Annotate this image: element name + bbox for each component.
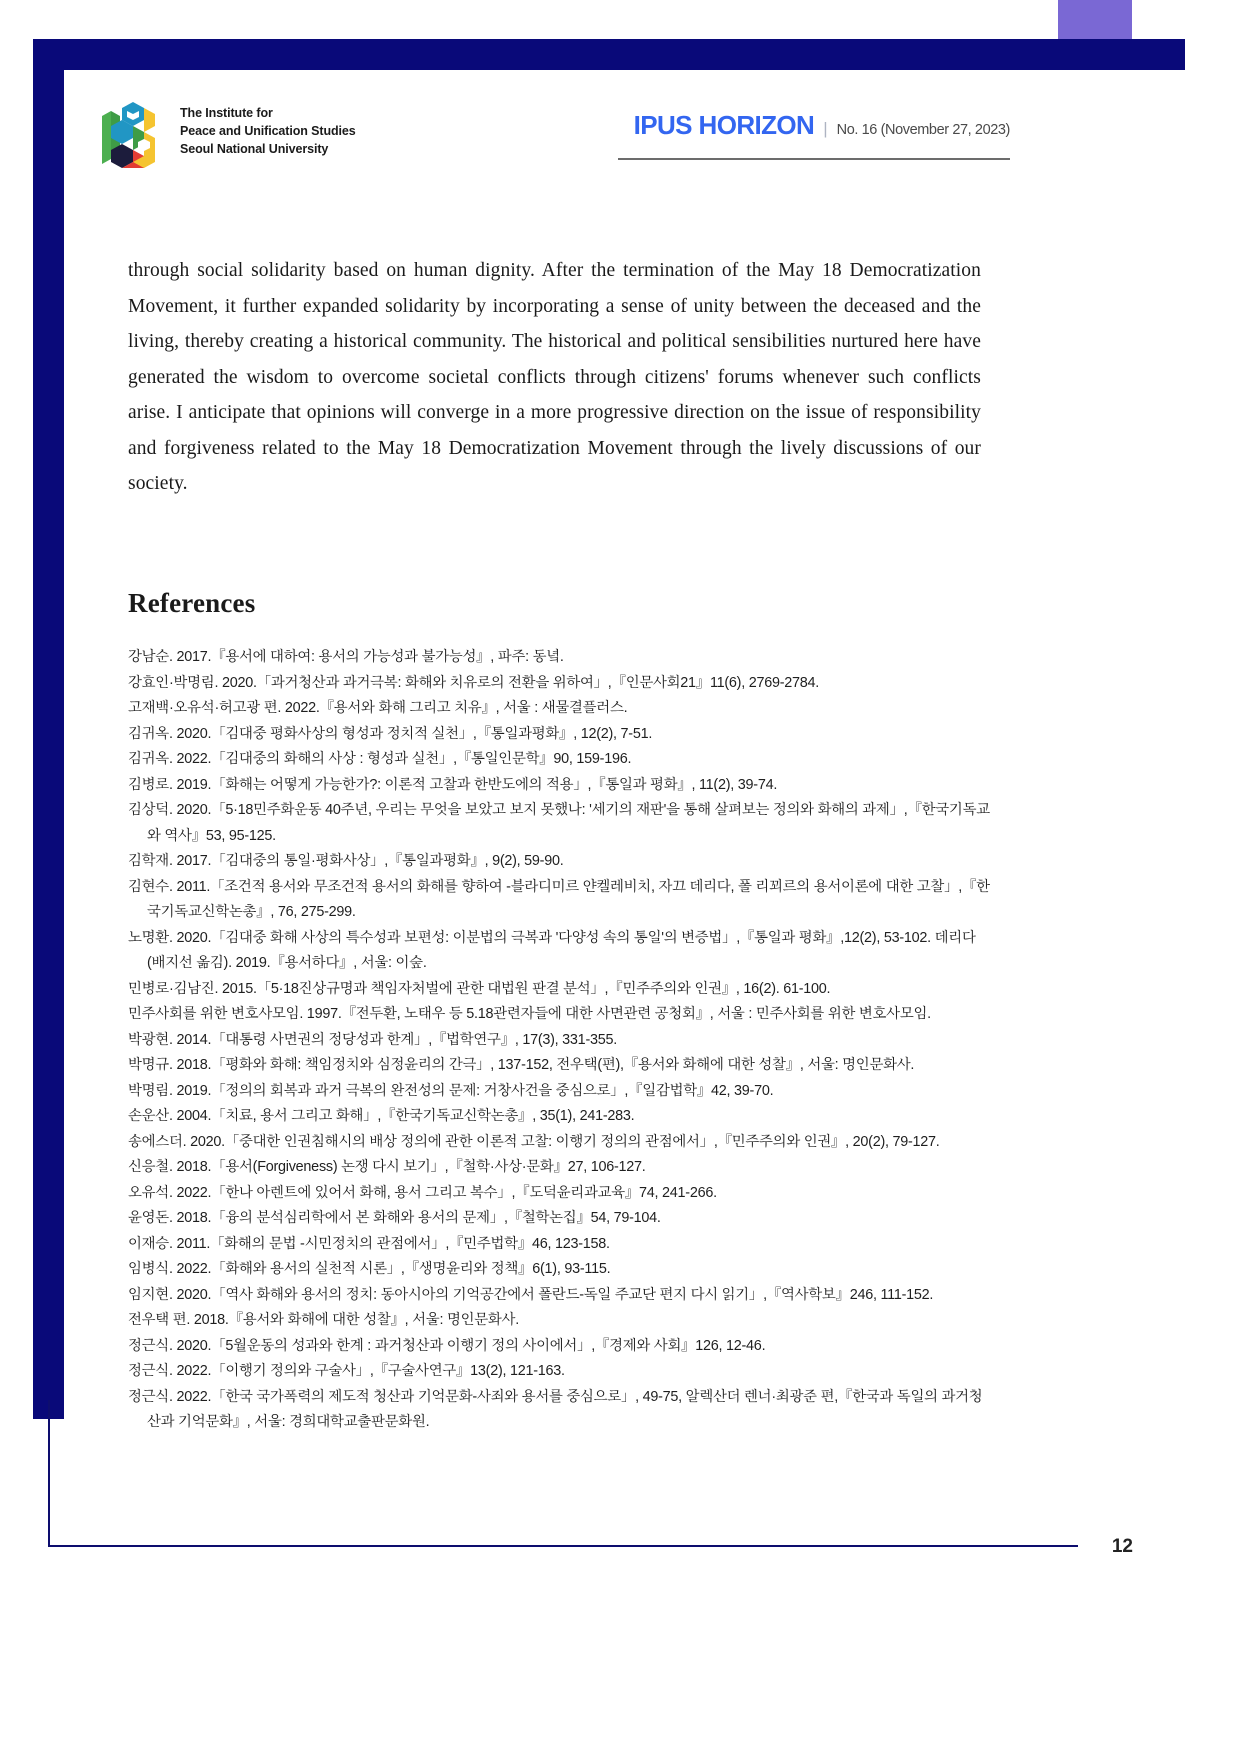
institute-name-line-3: Seoul National University	[180, 141, 329, 156]
issue-label: No. 16 (November 27, 2023)	[836, 122, 1010, 138]
reference-entry: 이재승. 2011.「화해의 문법 -시민정치의 관점에서」,『민주법학』46, 123-158.	[128, 1235, 610, 1252]
brand-divider: |	[823, 119, 828, 138]
reference-entry: 정근식. 2020.「5월운동의 성과와 한계 : 과거청산과 이행기 정의 사이에서」,『경제와 사회』126, 12-46.	[128, 1337, 766, 1354]
references-list	[128, 645, 993, 1436]
institute-name	[180, 105, 356, 158]
reference-entry: 고재백·오유석·허고광 편. 2022.『용서와 화해 그리고 치유』, 서울 : 새물결플러스.	[128, 700, 628, 716]
reference-entry: 박명규. 2018.「평화와 화해: 책임정치와 심정윤리의 간극」, 137-152, 전우택(편),『용서와 화해에 대한 성찰』, 서울: 명인문화사.	[128, 1057, 915, 1073]
reference-entry: 김귀옥. 2022.「김대중의 화해의 사상 : 형성과 실천」,『통일인문학』90, 159-196.	[128, 751, 632, 767]
reference-entry: 김학재. 2017.「김대중의 통일·평화사상」,『통일과평화』, 9(2), 59-90.	[128, 853, 564, 869]
reference-entry: 오유석. 2022.「한나 아렌트에 있어서 화해, 용서 그리고 복수」,『도덕윤리과교육』74, 241-266.	[128, 1184, 717, 1201]
institute-name-line-1: The Institute for	[180, 106, 273, 121]
reference-entry: 강남순. 2017.『용서에 대하여: 용서의 가능성과 불가능성』, 파주: 동녘.	[128, 649, 564, 665]
reference-entry: 김병로. 2019.「화해는 어떻게 가능한가?: 이론적 고찰과 한반도에의 적용」,『통일과 평화』, 11(2), 39-74.	[128, 776, 778, 793]
reference-entry: 김현수. 2011.「조건적 용서와 무조건적 용서의 화해를 향하여 -블라디미르 얀켈레비치, 자끄 데리다, 폴 리꾀르의 용서이론에 대한 고찰」,『한국기독교신학논총』, 76, 275-299.	[128, 878, 990, 920]
header-rule	[618, 158, 1010, 160]
reference-entry: 임병식. 2022.「화해와 용서의 실천적 시론」,『생명윤리와 정책』6(1), 93-115.	[128, 1261, 611, 1277]
reference-entry: 윤영돈. 2018.「융의 분석심리학에서 본 화해와 용서의 문제」,『철학논집』54, 79-104.	[128, 1210, 661, 1226]
body-content	[128, 253, 981, 502]
reference-entry: 임지현. 2020.「역사 화해와 용서의 정치: 동아시아의 기억공간에서 폴란드-독일 주교단 편지 다시 읽기」,『역사학보』246, 111-152.	[128, 1286, 934, 1303]
reference-entry: 손운산. 2004.「치료, 용서 그리고 화해」,『한국기독교신학논총』, 35(1), 241-283.	[128, 1108, 635, 1124]
ipus-logo-icon	[100, 96, 166, 168]
reference-entry: 민주사회를 위한 변호사모임. 1997.『전두환, 노태우 등 5.18관련자들에 대한 사면관련 공청회』, 서울 : 민주사회를 위한 변호사모임.	[128, 1006, 931, 1022]
publication-brand	[634, 110, 1010, 141]
reference-entry: 박명림. 2019.「정의의 회복과 과거 극복의 완전성의 문제: 거창사건을 중심으로」,『일감법학』42, 39-70.	[128, 1082, 774, 1099]
reference-entry: 김상덕. 2020.「5·18민주화운동 40주년, 우리는 무엇을 보았고 보지 못했나: '세기의 재판'을 통해 살펴보는 정의와 화해의 과제」,『한국기독교와 역사』53, 95-125.	[128, 802, 990, 844]
reference-entry: 박광현. 2014.「대통령 사면권의 정당성과 한계」,『법학연구』, 17(3), 331-355.	[128, 1031, 617, 1048]
reference-entry: 정근식. 2022.「이행기 정의와 구술사」,『구술사연구』13(2), 121-163.	[128, 1363, 565, 1379]
reference-entry: 정근식. 2022.「한국 국가폭력의 제도적 청산과 기억문화-사죄와 용서를 중심으로」, 49-75, 알렉산더 렌너·최광준 편,『한국과 독일의 과거청산과 기억문화』, 서울: 경희대학교출판문화원.	[128, 1388, 983, 1430]
reference-entry: 김귀옥. 2020.「김대중 평화사상의 형성과 정치적 실천」,『통일과평화』, 12(2), 7-51.	[128, 725, 653, 742]
references-heading: References	[128, 588, 256, 618]
reference-entry: 송에스더. 2020.「중대한 인권침해시의 배상 정의에 관한 이론적 고찰: 이행기 정의의 관점에서」,『민주주의와 인권』, 20(2), 79-127.	[128, 1133, 940, 1150]
body-paragraph: through social solidarity based on human dignity. After the termination of the May 18 Democratization Movement, it further expanded solidarity by incorporating a sense of unity between the deceased and the living, thereby creating a historical community. The historical and political sensibilities nurtured here have generated the wisdom to overcome societal conflicts through citizens' forums whenever such conflicts arise. I anticipate that opinions will converge in a more progressive direction on the issue of responsibility and forgiveness related to the May 18 Democratization Movement through the lively discussions of our society.	[128, 260, 981, 494]
reference-entry: 민병로·김남진. 2015.「5·18진상규명과 책임자처벌에 관한 대법원 판결 분석」,『민주주의와 인권』, 16(2). 61-100.	[128, 980, 831, 997]
reference-entry: 노명환. 2020.「김대중 화해 사상의 특수성과 보편성: 이분법의 극복과 '다양성 속의 통일'의 변증법」,『통일과 평화』,12(2), 53-102. 데리다(배지선 옮김). 2019.『용서하다』, 서울: 이숲.	[128, 929, 976, 971]
reference-entry: 신응철. 2018.「용서(Forgiveness) 논쟁 다시 보기」,『철학·사상·문화』27, 106-127.	[128, 1159, 646, 1175]
institute-name-line-2: Peace and Unification Studies	[180, 124, 356, 139]
reference-entry: 강효인·박명림. 2020.「과거청산과 과거극복: 화해와 치유로의 전환을 위하여」,『인문사회21』11(6), 2769-2784.	[128, 674, 820, 691]
page-header	[100, 96, 1010, 174]
page-number: 12	[1111, 1536, 1133, 1557]
reference-entry: 전우택 편. 2018.『용서와 화해에 대한 성찰』, 서울: 명인문화사.	[128, 1312, 519, 1328]
brand-title: IPUS HORIZON	[633, 110, 815, 140]
